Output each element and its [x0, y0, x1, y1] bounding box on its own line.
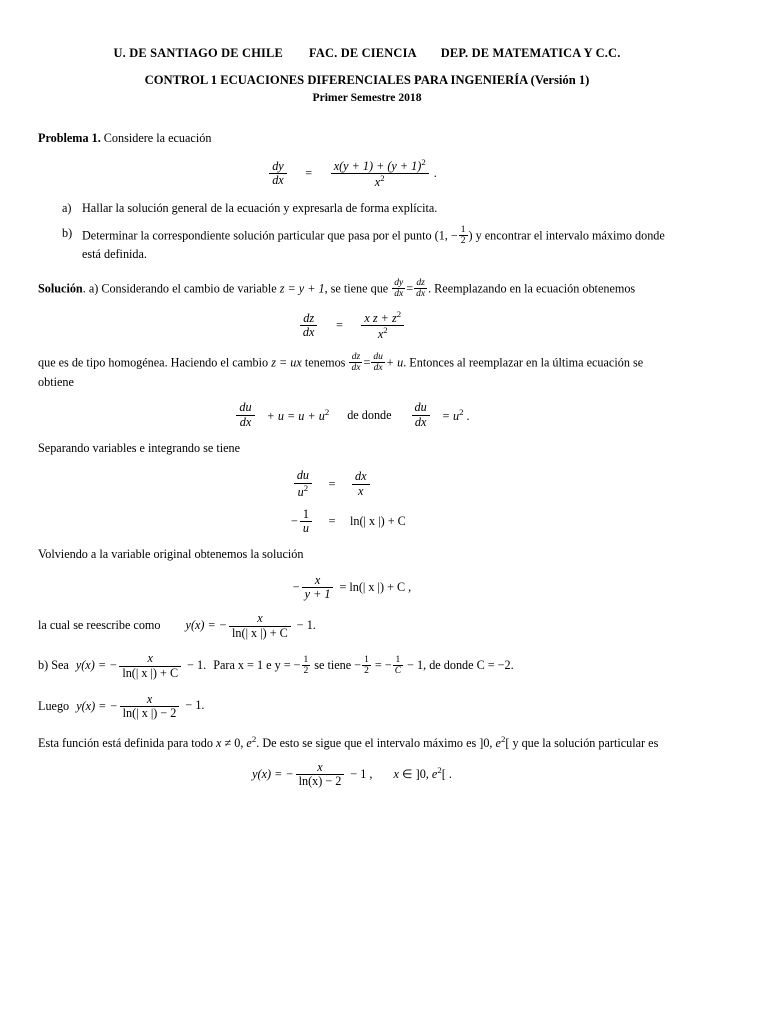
solution-change-2: z = ux — [271, 355, 302, 370]
eq7-den: ln(| x |) + C — [119, 666, 181, 681]
equation-6 — [186, 612, 316, 640]
p6-frac3-num: 1 — [395, 654, 401, 665]
p2-dzdx-den: dx — [351, 363, 361, 374]
institution-header — [38, 46, 696, 61]
p6-frac3-den: C — [394, 666, 402, 677]
eq4r2-relation: = — [328, 513, 336, 528]
eq3-lhs-den: dx — [236, 415, 254, 430]
eq3-lhs-num: du — [239, 400, 252, 415]
p6-frac1-num: 1 — [303, 654, 309, 665]
problem-label: Problema 1. — [38, 131, 101, 145]
eq2-lhs-den: dx — [300, 325, 318, 340]
eq3-rhs-den: dx — [412, 415, 430, 430]
p1-eq: = — [406, 281, 414, 296]
problem-statement — [38, 130, 666, 148]
eq4r1-lhs-num: du — [296, 468, 309, 483]
solution-p2c: . Entonces al reemplazar en la última ecuación se obtiene — [38, 355, 644, 389]
solution-p6c: se tiene − — [314, 658, 362, 673]
p1-dzdx-num: dz — [416, 278, 425, 289]
eq5-den: y + 1 — [302, 587, 334, 602]
item-a-label: a) — [62, 201, 72, 216]
document-body — [38, 130, 696, 789]
p2-eq: = — [363, 355, 371, 370]
eq3-rhs-tail: = $u^2$ . — [441, 406, 470, 423]
problem-statement-text: Considere la ecuación — [103, 131, 212, 145]
eq1-lhs-den: dx — [269, 173, 287, 188]
solution-p6e: − 1, de donde C = −2. — [407, 658, 514, 673]
eq9-domain: x ∈ ]0, $e^2$[ . — [393, 764, 452, 781]
solution-p6b: Para x = 1 e y = − — [213, 658, 301, 673]
list-item — [62, 225, 666, 264]
department-name: DEP. DE MATEMATICA Y C.C. — [440, 46, 621, 60]
eq4r2-sign: − — [291, 513, 298, 528]
equation-8 — [76, 693, 204, 721]
p2-dudx-num: du — [373, 352, 383, 362]
p6-frac1-den: 2 — [303, 666, 309, 677]
document-title: CONTROL 1 ECUACIONES DIFERENCIALES PARA INGENIERÍA (Versión 1) — [144, 73, 590, 87]
p2-plus: + u — [385, 355, 404, 370]
solution-p2a: que es de tipo homogénea. Haciendo el cambio — [38, 355, 269, 370]
item-a-text: Hallar la solución general de la ecuación y expresarla de forma explícita. — [82, 201, 438, 216]
eq2-relation: = — [335, 317, 343, 332]
eq4r1-lhs-den: $u^2$ — [294, 483, 312, 500]
eq8-den: ln(| x |) − 2 — [120, 706, 180, 721]
solution-paragraph-6 — [38, 652, 666, 680]
eq9-tail: − 1 , — [350, 766, 373, 781]
eq9-den: ln(x) − 2 — [296, 774, 345, 789]
list-item — [62, 200, 666, 218]
university-name: U. DE SANTIAGO DE CHILE — [113, 46, 283, 60]
solution-p1a: . a) Considerando el cambio de variable — [82, 281, 277, 296]
eq6-den: ln(| x |) + C — [229, 626, 291, 641]
p6-frac2-num: 1 — [364, 654, 369, 665]
solution-p2b: tenemos — [304, 355, 346, 370]
solution-p1b: , se tiene que — [324, 281, 389, 296]
equation-4 — [38, 469, 666, 536]
solution-p1c: . Reemplazando en la ecuación obtenemos — [428, 281, 636, 296]
problem-items — [38, 200, 666, 264]
eq4r1-rhs-num: dx — [355, 469, 367, 484]
equation-9 — [38, 761, 666, 789]
eq8-tail: − 1. — [185, 698, 205, 713]
equation-5 — [38, 574, 666, 602]
item-b-text-before: Determinar la correspondiente solución particular que pasa por el punto (1, − — [82, 228, 458, 243]
eq4r2-lhs-num: 1 — [302, 506, 309, 521]
eq1-relation: = — [305, 166, 313, 181]
eq7-lead: y(x) = − — [75, 658, 118, 673]
eq5-sign: − — [292, 579, 300, 594]
eq4r2-rhs: ln(| x |) + C — [350, 513, 406, 528]
eq7-tail: − 1. — [187, 658, 207, 673]
solution-change-variable: z = y + 1 — [279, 281, 325, 296]
eq5-tail: = ln(| x |) + C , — [339, 579, 412, 594]
solution-p6a: b) Sea — [38, 658, 69, 673]
document-subtitle: Primer Semestre 2018 — [312, 91, 422, 104]
eq8-lead: y(x) = − — [76, 698, 118, 713]
eq5-num: x — [314, 572, 321, 587]
solution-paragraph-7 — [38, 693, 666, 721]
equation-1: $\frac{dy}{dx}$ = $\frac{x(y + 1) + (y + 1)^2}{x^2}$ . — [38, 158, 666, 190]
eq8-num: x — [146, 691, 153, 706]
eq4r1-rhs-den: x — [352, 484, 370, 499]
p2-dudx-den: dx — [371, 362, 385, 373]
eq1-lhs-num: dy — [272, 158, 284, 173]
eq6-lead: y(x) = − — [185, 617, 228, 632]
solution-p6d: = − — [374, 658, 392, 673]
equation-7 — [76, 652, 206, 680]
faculty-name: FAC. DE CIENCIA — [308, 46, 417, 60]
eq3-mid: + $u = u + u^2$ — [266, 406, 330, 423]
p1-dzdx-den: dx — [416, 289, 426, 300]
eq9-lead: y(x) = − — [252, 766, 294, 781]
equation-4-row-2 — [38, 508, 666, 536]
p6-frac2-den: 2 — [364, 666, 369, 677]
item-b-text-after: ) y encontrar el intervalo máximo donde está definida. — [82, 228, 665, 262]
eq6-num: x — [257, 610, 263, 625]
solution-paragraph-4: Volviendo a la variable original obtenemos la solución — [38, 546, 304, 561]
p1-dydx-num: dy — [394, 278, 404, 289]
solution-paragraph-8: Esta función está definida para todo x ≠ 0, $e^2$. De esto se sigue que el intervalo máximo es ]0, $e^2$[ y que la solución particular es — [38, 733, 659, 750]
p2-dzdx-num: dz — [351, 352, 361, 362]
equation-3 — [38, 401, 666, 429]
eq1-trailing: . — [433, 165, 437, 180]
eq4r2-lhs-den: u — [300, 521, 312, 536]
eq9-num: x — [317, 759, 323, 774]
solution-p5a: la cual se reescribe como — [38, 617, 161, 632]
item-b-label: b) — [62, 225, 73, 240]
solution-label: Solución — [38, 281, 83, 296]
eq4r1-relation: = — [328, 476, 336, 491]
item-b-frac-num: 1 — [460, 224, 466, 235]
equation-4-row-1 — [38, 469, 666, 499]
eq3-rhs-num: du — [414, 400, 427, 415]
item-b-frac-den: 2 — [460, 236, 466, 247]
eq2-lhs-num: dz — [303, 310, 315, 325]
eq3-connector: de donde — [347, 407, 392, 422]
solution-paragraph-3: Separando variables e integrando se tiene — [38, 440, 241, 455]
solution-paragraph-5 — [38, 612, 666, 640]
solution-paragraph-1 — [38, 278, 666, 300]
eq6-tail: − 1. — [296, 617, 316, 632]
equation-2: $\frac{dz}{dx}$ = $\frac{x z + z^2}{x^2}$ — [38, 310, 666, 342]
solution-paragraph-2 — [38, 352, 666, 391]
eq7-num: x — [147, 651, 153, 666]
solution-p7a: Luego — [38, 698, 70, 713]
p1-dydx-den: dx — [394, 289, 404, 300]
